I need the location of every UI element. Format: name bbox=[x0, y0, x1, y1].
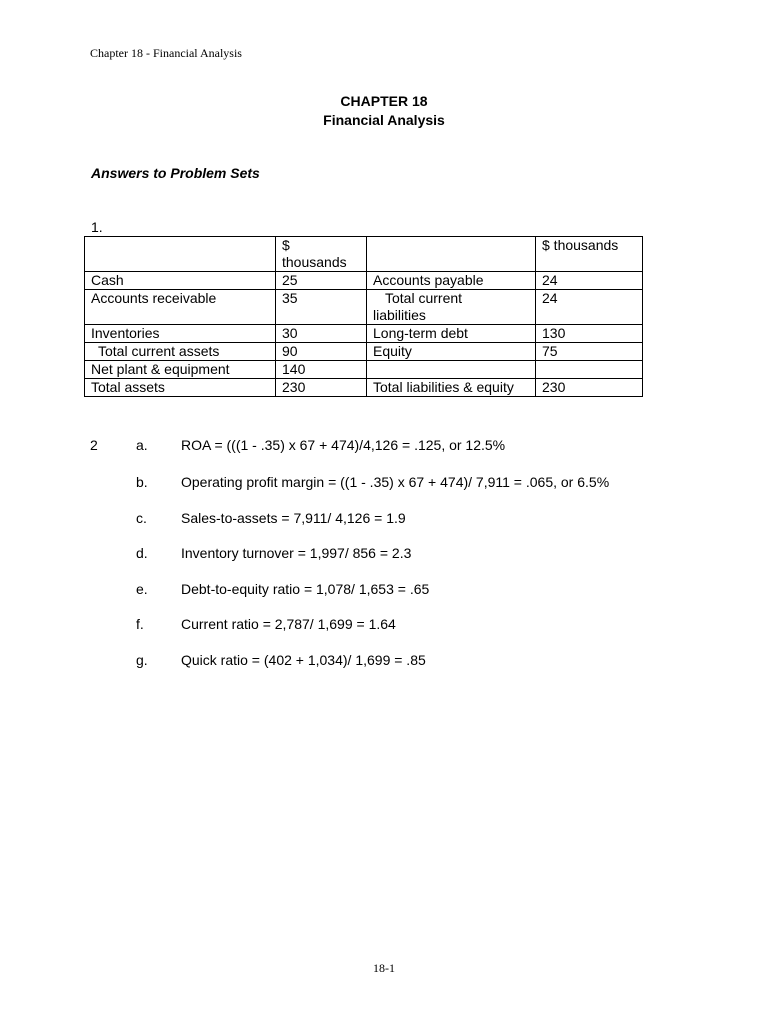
table-row bbox=[85, 290, 643, 325]
answer-letter: c. bbox=[136, 510, 147, 526]
table-cell: Net plant & equipment bbox=[85, 361, 276, 379]
table-cell bbox=[367, 237, 536, 272]
table-cell: 75 bbox=[536, 343, 643, 361]
answer-letter: a. bbox=[136, 437, 148, 453]
table-cell: 30 bbox=[276, 325, 367, 343]
page-number: 18-1 bbox=[373, 961, 395, 975]
chapter-title: Financial Analysis bbox=[323, 112, 445, 128]
answer-letter: b. bbox=[136, 474, 148, 490]
table-cell: Equity bbox=[367, 343, 536, 361]
section-heading: Answers to Problem Sets bbox=[91, 165, 260, 181]
table-cell: 90 bbox=[276, 343, 367, 361]
problem-1-number: 1. bbox=[91, 219, 103, 235]
table-row bbox=[85, 343, 643, 361]
table-cell: Total current assets bbox=[85, 343, 276, 361]
unit-word: thousands bbox=[282, 254, 347, 270]
table-cell: 130 bbox=[536, 325, 643, 343]
table-cell: Accounts receivable bbox=[85, 290, 276, 325]
table-row bbox=[85, 361, 643, 379]
table-cell bbox=[85, 237, 276, 272]
table-cell: 230 bbox=[536, 379, 643, 397]
table-cell bbox=[367, 290, 536, 325]
unit-symbol: $ bbox=[282, 237, 290, 253]
answer-text: Debt-to-equity ratio = 1,078/ 1,653 = .65 bbox=[181, 581, 430, 597]
table-cell: 230 bbox=[276, 379, 367, 397]
liabilities-label: liabilities bbox=[373, 307, 426, 323]
balance-sheet-table bbox=[84, 236, 643, 397]
table-cell: Total liabilities & equity bbox=[367, 379, 536, 397]
answer-text: Operating profit margin = ((1 - .35) x 67 + 474)/ 7,911 = .065, or 6.5% bbox=[181, 474, 610, 490]
table-cell: Accounts payable bbox=[367, 272, 536, 290]
table-header-row bbox=[85, 237, 643, 272]
table-header-right-unit: $ thousands bbox=[536, 237, 643, 272]
running-header: Chapter 18 - Financial Analysis bbox=[90, 46, 242, 60]
table-header-left-unit bbox=[276, 237, 367, 272]
answer-letter: f. bbox=[136, 616, 144, 632]
table-cell: Inventories bbox=[85, 325, 276, 343]
table-cell: Cash bbox=[85, 272, 276, 290]
problem-2-number: 2 bbox=[90, 437, 98, 453]
table-cell: 35 bbox=[276, 290, 367, 325]
answer-text: Sales-to-assets = 7,911/ 4,126 = 1.9 bbox=[181, 510, 406, 526]
table-cell bbox=[367, 361, 536, 379]
table-row bbox=[85, 325, 643, 343]
table-row bbox=[85, 379, 643, 397]
table-cell: 24 bbox=[536, 272, 643, 290]
table-cell: Long-term debt bbox=[367, 325, 536, 343]
chapter-number: CHAPTER 18 bbox=[340, 93, 428, 109]
table-cell: 25 bbox=[276, 272, 367, 290]
answer-letter: g. bbox=[136, 652, 148, 668]
table-cell bbox=[536, 361, 643, 379]
total-current-label: Total current bbox=[385, 290, 463, 306]
table-cell: 24 bbox=[536, 290, 643, 325]
table-row bbox=[85, 272, 643, 290]
table-cell: 140 bbox=[276, 361, 367, 379]
answer-text: Current ratio = 2,787/ 1,699 = 1.64 bbox=[181, 616, 396, 632]
answer-text: ROA = (((1 - .35) x 67 + 474)/4,126 = .125, or 12.5% bbox=[181, 437, 506, 453]
answer-letter: e. bbox=[136, 581, 148, 597]
answer-text: Inventory turnover = 1,997/ 856 = 2.3 bbox=[181, 545, 412, 561]
table-cell: Total assets bbox=[85, 379, 276, 397]
answer-letter: d. bbox=[136, 545, 148, 561]
answer-text: Quick ratio = (402 + 1,034)/ 1,699 = .85 bbox=[181, 652, 426, 668]
